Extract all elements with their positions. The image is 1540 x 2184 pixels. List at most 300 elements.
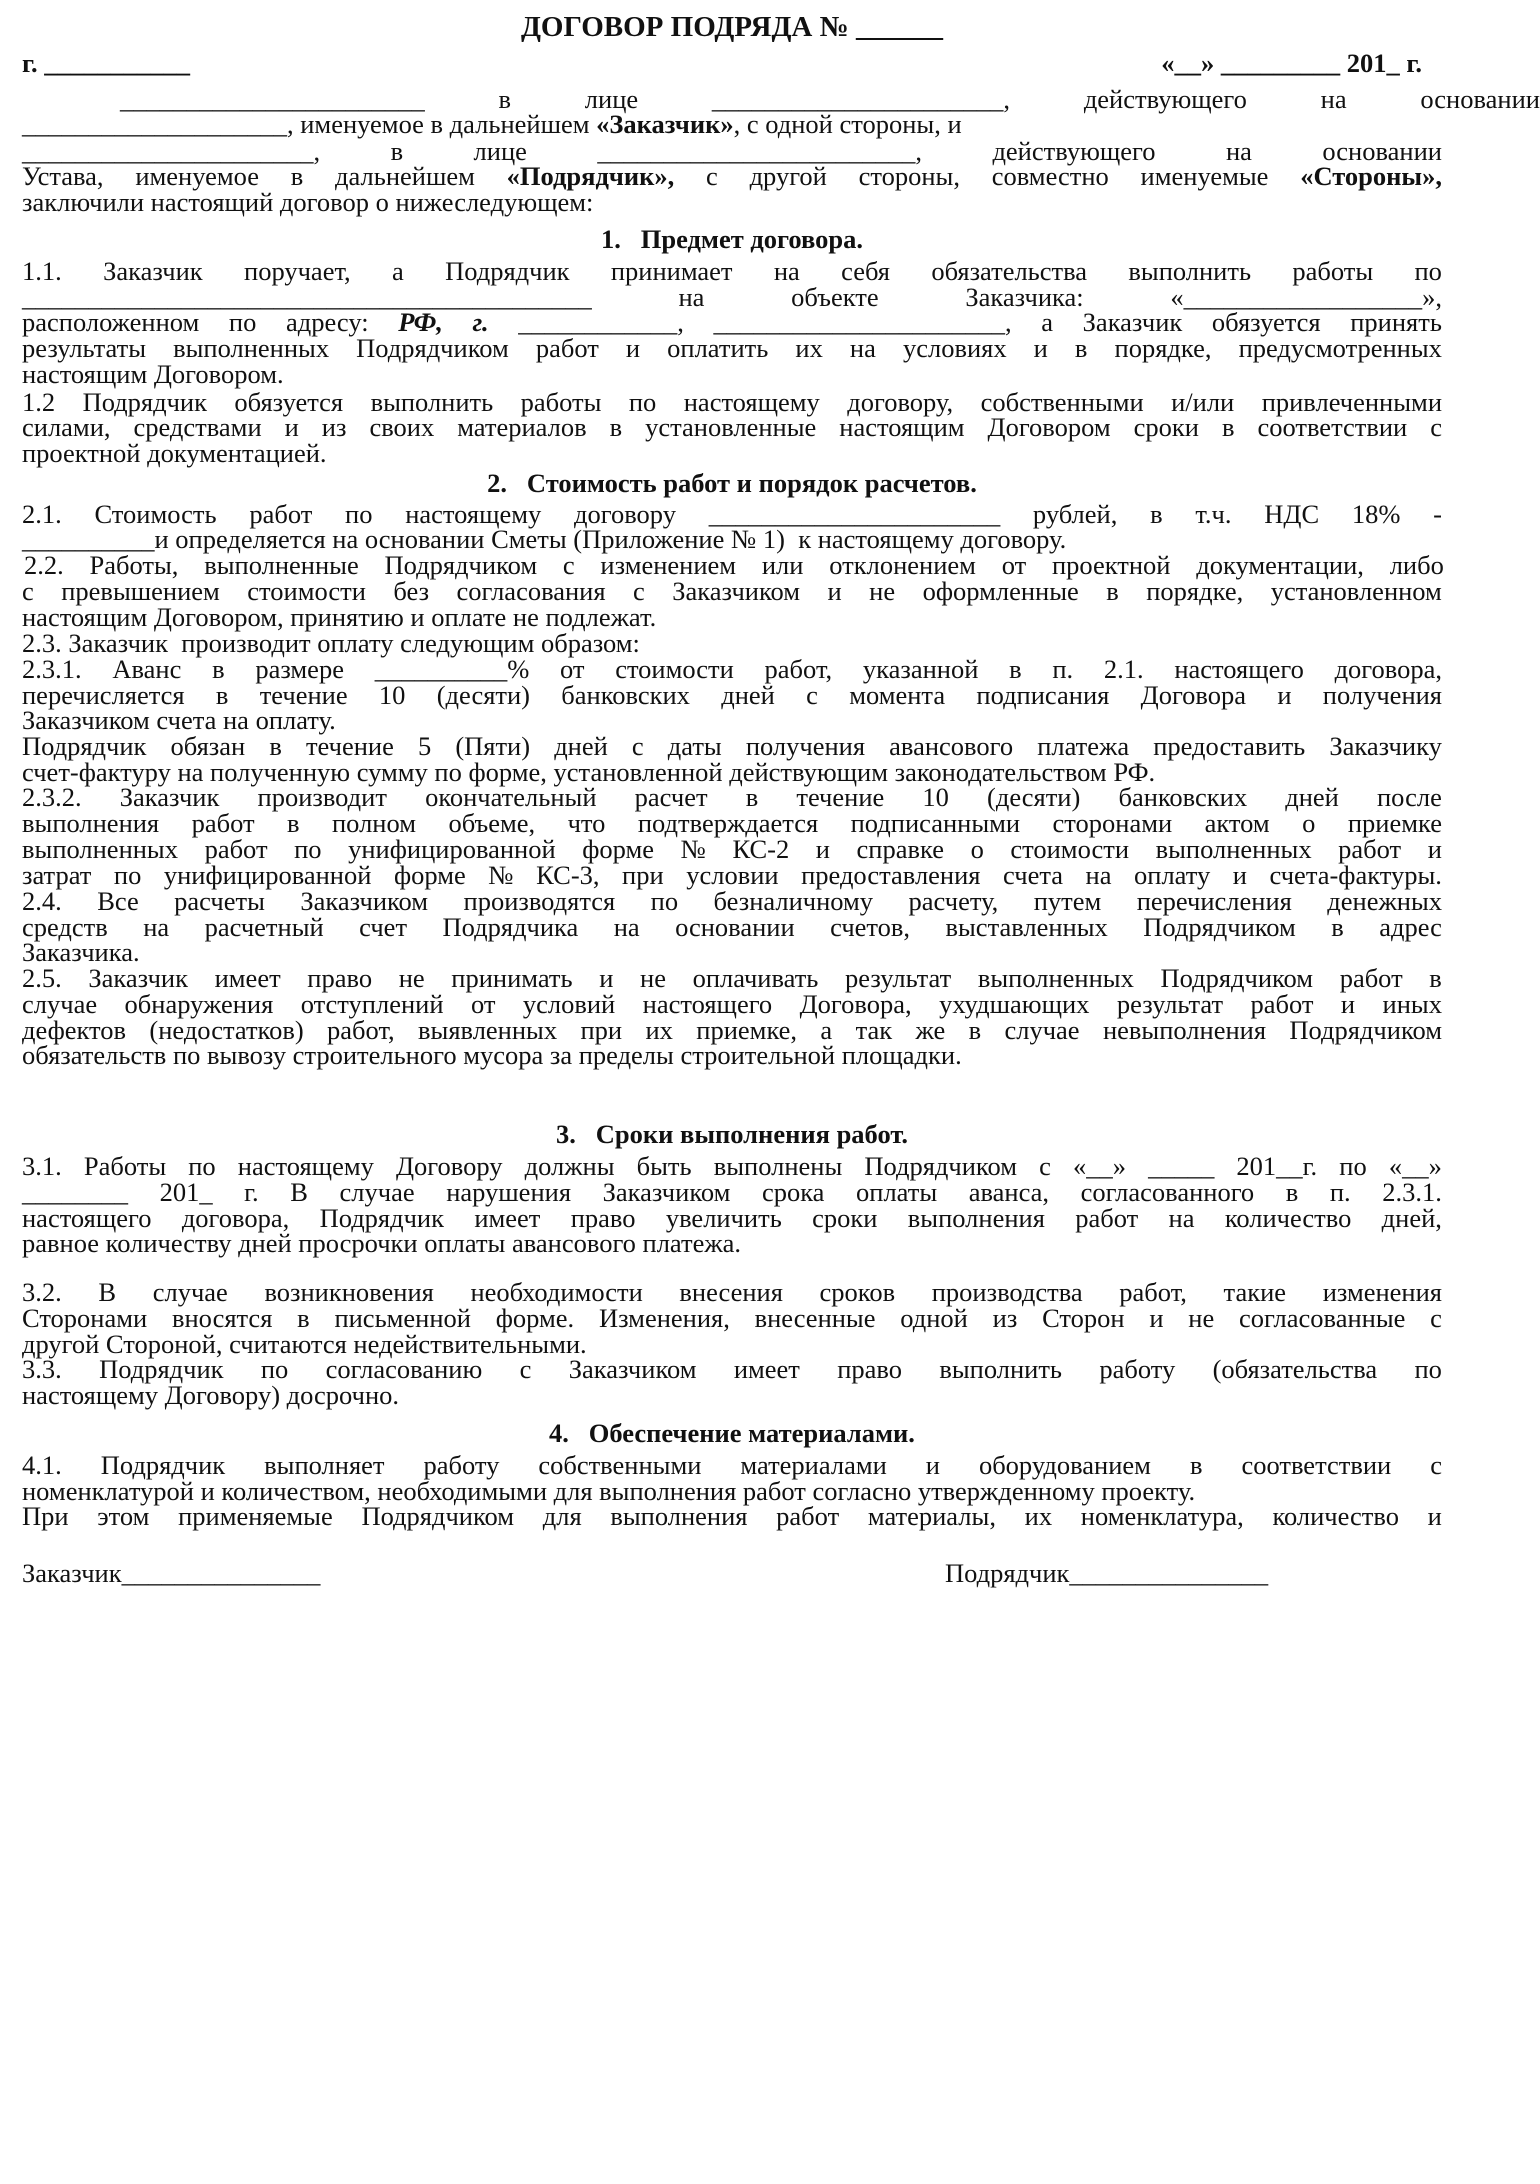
word: выполнения — [907, 1203, 1045, 1233]
word: выполнить — [939, 1354, 1063, 1384]
word: 18% — [1351, 499, 1401, 529]
word: результаты — [22, 333, 146, 363]
word: банковских — [1118, 782, 1248, 812]
word: Подрядчик — [319, 1203, 444, 1233]
word: г. — [472, 307, 489, 337]
word: и — [284, 412, 299, 442]
word: унифицированной — [163, 860, 372, 890]
word: по — [345, 499, 373, 529]
word: расчету, — [908, 886, 999, 916]
word: производит — [257, 782, 387, 812]
word: настоящего — [22, 1203, 152, 1233]
word: КС-3, — [536, 860, 600, 890]
word: Подрядчиком — [1160, 963, 1314, 993]
word: в — [1221, 412, 1235, 442]
word: в — [1429, 963, 1442, 993]
word: 4.1. — [22, 1450, 62, 1480]
word: Подрядчиком — [1289, 1015, 1442, 1045]
word: Подрядчиком — [864, 1151, 1017, 1181]
section-1-line: настоящим Договором. — [22, 359, 284, 389]
word: НДС — [1264, 499, 1320, 529]
section-2-line: обязательств по вывозу строительного мусора за пределы строительной площадки. — [22, 1040, 962, 1070]
word: работы — [1292, 256, 1374, 286]
word: Заказчиком — [672, 576, 801, 606]
word: с — [562, 550, 575, 580]
word: установленном — [1270, 576, 1442, 606]
word: обнаружения — [124, 989, 274, 1019]
word: после — [1377, 782, 1442, 812]
word: Подрядчиком — [384, 550, 538, 580]
word: порядке, — [1114, 333, 1212, 363]
word: же — [915, 1015, 946, 1045]
word: приемке — [1347, 808, 1442, 838]
word: п. — [1052, 654, 1074, 684]
word: платежа — [1037, 731, 1130, 761]
word: стоимости — [1010, 834, 1130, 864]
word: 3.1. — [22, 1151, 62, 1181]
word: работ — [1338, 834, 1402, 864]
word: что — [567, 808, 606, 838]
word: сроки — [1133, 412, 1199, 442]
word: согласованию — [325, 1354, 483, 1384]
word: невыполнения — [1102, 1015, 1267, 1045]
word: на — [773, 256, 800, 286]
word: основании — [1322, 136, 1442, 166]
word: Заказчиком — [568, 1354, 697, 1384]
word: с — [706, 161, 718, 191]
word: так — [855, 1015, 893, 1045]
word: право — [570, 1203, 636, 1233]
word: сроков — [819, 1277, 896, 1307]
word: настоящим — [839, 412, 965, 442]
word: Договором — [987, 412, 1111, 442]
word: стоимости — [247, 576, 366, 606]
word: оборудованием — [978, 1450, 1151, 1480]
word: выполненные — [204, 550, 359, 580]
word: нарушения — [446, 1177, 572, 1207]
word: их — [1024, 1501, 1053, 1531]
word: получения — [1322, 680, 1442, 710]
word: адресу: — [286, 307, 369, 337]
word: в — [269, 731, 282, 761]
word: на — [613, 912, 640, 942]
word: «Подрядчик», — [506, 161, 675, 191]
word: в — [290, 161, 304, 191]
word: сторонами — [1052, 808, 1173, 838]
word: согласованного — [1080, 1177, 1255, 1207]
section-2-line: __________и определяется на основании Сметы (Приложение № 1) к настоящему договору. — [22, 524, 1067, 554]
word: по — [1339, 1151, 1367, 1181]
word: дней — [1285, 782, 1339, 812]
word: по — [650, 886, 679, 916]
word: выполняет — [264, 1450, 385, 1480]
word: обязуется — [234, 387, 344, 417]
section-4-line — [22, 1499, 1442, 1534]
word: в — [1009, 654, 1022, 684]
word: стоимости — [615, 654, 734, 684]
word: лице — [473, 136, 527, 166]
word: по — [1414, 1354, 1442, 1384]
word: В — [290, 1177, 308, 1207]
word: от — [470, 989, 496, 1019]
word: Подрядчиком — [361, 1501, 515, 1531]
word: - — [1433, 499, 1442, 529]
word: полном — [331, 808, 416, 838]
word: оплатить — [667, 333, 769, 363]
word: и — [1277, 680, 1292, 710]
word: Подрядчик — [445, 256, 570, 286]
word: указанной — [862, 654, 979, 684]
word: и — [1033, 333, 1048, 363]
word: из — [321, 412, 347, 442]
word: счетов, — [830, 912, 911, 942]
word: 3.3. — [22, 1354, 62, 1384]
word: по — [260, 1354, 289, 1384]
word: 2.3.1. — [22, 654, 82, 684]
word: установленные — [645, 412, 817, 442]
word: Договора — [1140, 680, 1247, 710]
word: от — [559, 654, 585, 684]
word: Заказчиком — [300, 886, 429, 916]
word: с — [1430, 1450, 1442, 1480]
word: и — [1340, 989, 1356, 1019]
word: работ — [204, 834, 268, 864]
word: ________ — [22, 1177, 128, 1207]
word: проектной — [1051, 550, 1171, 580]
word: 2.5. — [22, 963, 62, 993]
word: на — [1320, 84, 1347, 114]
word: выставленных — [945, 912, 1108, 942]
word: дней — [554, 731, 608, 761]
word: внесения — [679, 1277, 783, 1307]
word: размере — [255, 654, 344, 684]
word: на — [1168, 1203, 1195, 1233]
word: изменения — [1322, 1277, 1442, 1307]
word: работ — [1075, 1203, 1139, 1233]
word: Подрядчиком — [1143, 912, 1296, 942]
word: себя — [841, 256, 890, 286]
word: действующего — [992, 136, 1156, 166]
word: 2.1. — [22, 499, 62, 529]
intro-line: ____________________, именуемое в дальнейшем «Заказчик», с одной стороны, и — [22, 109, 962, 139]
word: в — [212, 654, 225, 684]
word: условий — [522, 989, 616, 1019]
word: 201_ — [159, 1177, 213, 1207]
section-1-title: 1. Предмет договора. — [601, 224, 863, 254]
word: в — [1106, 576, 1119, 606]
word: окончательный — [425, 782, 597, 812]
word: по — [628, 387, 657, 417]
word: номенклатура, — [1080, 1501, 1244, 1531]
word: п. — [1329, 1177, 1351, 1207]
section-2-line: Заказчика. — [22, 937, 140, 967]
word: на — [849, 333, 876, 363]
word: путем — [1033, 886, 1102, 916]
section-4-line: номенклатурой и количеством, необходимыми для выполнения работ согласно утвержденному проекту. — [22, 1476, 1196, 1506]
word: предоставить — [1153, 731, 1306, 761]
word: Стоимость — [94, 499, 217, 529]
word: привлеченными — [1261, 387, 1442, 417]
word: и — [1232, 860, 1247, 890]
word: дней, — [1381, 1203, 1442, 1233]
word: форме — [582, 834, 655, 864]
word: с — [633, 576, 645, 606]
word: РФ, — [398, 307, 443, 337]
word: работу — [1099, 1354, 1176, 1384]
word: Заказчик — [103, 256, 203, 286]
section-2-title: 2. Стоимость работ и порядок расчетов. — [487, 468, 977, 498]
word: для — [542, 1501, 582, 1531]
word: одной — [900, 1303, 968, 1333]
word: перечисления — [1136, 886, 1292, 916]
word: оплачивать — [692, 963, 819, 993]
word: адрес — [1379, 912, 1442, 942]
word: другой — [749, 161, 827, 191]
word: производятся — [463, 886, 616, 916]
word: в — [745, 782, 759, 812]
word: рублей, — [1032, 499, 1118, 529]
word: выполнены — [713, 1151, 843, 1181]
word: и — [827, 576, 842, 606]
word: их — [795, 333, 823, 363]
word: обязательства — [931, 256, 1088, 286]
word: Договору — [395, 1151, 503, 1181]
word: в — [1150, 499, 1163, 529]
word: счета-фактуры. — [1269, 860, 1442, 890]
word: настоящего — [1174, 654, 1304, 684]
word: счета — [1003, 860, 1064, 890]
word: необходимости — [470, 1277, 643, 1307]
word: производства — [931, 1277, 1083, 1307]
word: собственными — [980, 387, 1144, 417]
word: договора, — [181, 1203, 290, 1233]
word: не — [398, 963, 425, 993]
word: выполнить — [370, 387, 494, 417]
word: и — [1427, 1501, 1442, 1531]
word: а — [392, 256, 404, 286]
word: соответствии — [1257, 412, 1408, 442]
word: и — [1149, 1303, 1164, 1333]
word: на — [1225, 136, 1252, 166]
word: увеличить — [665, 1203, 782, 1233]
word: подтверждается — [637, 808, 819, 838]
word: случае — [1004, 1015, 1080, 1045]
word: 2.4. — [22, 886, 62, 916]
section-4-title: 4. Обеспечение материалами. — [549, 1418, 915, 1448]
word: отступлений — [300, 989, 444, 1019]
word: этом — [97, 1501, 150, 1531]
word: по — [228, 307, 257, 337]
word: случае — [339, 1177, 415, 1207]
word: «__» — [1072, 1151, 1126, 1181]
word: выполненных — [1155, 834, 1312, 864]
contractor-signature: Подрядчик_______________ — [945, 1558, 1269, 1588]
word: (Пяти) — [455, 731, 531, 761]
word: порядке, — [1146, 576, 1244, 606]
word: ухудшающих — [939, 989, 1090, 1019]
word: в — [968, 1015, 982, 1045]
word: Изменения, — [598, 1303, 730, 1333]
word: совместно — [991, 161, 1109, 191]
word: согласования — [456, 576, 606, 606]
word: материалами — [740, 1450, 887, 1480]
word: основании — [675, 912, 795, 942]
word: объекте — [791, 282, 879, 312]
word: по — [113, 860, 142, 890]
word: унифицированной — [348, 834, 556, 864]
word: расчет — [634, 782, 708, 812]
word: поручает, — [244, 256, 351, 286]
word: документации, — [1196, 550, 1364, 580]
word: работы — [520, 387, 602, 417]
word: с — [22, 576, 34, 606]
word: договору, — [847, 387, 954, 417]
word: подписания — [976, 680, 1110, 710]
word: 5 — [417, 731, 432, 761]
word: (десяти) — [987, 782, 1081, 812]
word: и — [599, 963, 614, 993]
word: выполнить — [1128, 256, 1252, 286]
word: выявленных — [418, 1015, 558, 1045]
word: 1.1. — [22, 256, 62, 286]
word: течение — [305, 731, 394, 761]
word: ______________________, — [22, 136, 321, 166]
word: иных — [1382, 989, 1442, 1019]
word: количество — [1272, 1501, 1399, 1531]
section-3-title: 3. Сроки выполнения работ. — [555, 1119, 909, 1149]
word: настоящего — [642, 989, 773, 1019]
word: момента — [849, 680, 946, 710]
word: настоящему — [683, 387, 820, 417]
word: (обязательства — [1212, 1354, 1378, 1384]
word: в — [1285, 1177, 1299, 1207]
word: соответствии — [1241, 1450, 1392, 1480]
word: их — [645, 1015, 673, 1045]
word: а — [820, 1015, 833, 1045]
word: оформленные — [922, 576, 1079, 606]
word: денежных — [1327, 886, 1442, 916]
word: Заказчика: — [965, 282, 1084, 312]
word: с — [1430, 1303, 1442, 1333]
word: и — [1427, 834, 1442, 864]
word: Заказчик — [119, 782, 220, 812]
word: дефектов — [22, 1015, 127, 1045]
word: 2.2. — [24, 550, 64, 580]
word: либо — [1389, 550, 1444, 580]
word: даты — [667, 731, 722, 761]
word: средств — [22, 912, 108, 942]
word: 3.2. — [22, 1277, 62, 1307]
word: справке — [856, 834, 944, 864]
word: в — [1331, 912, 1344, 942]
word: приемке, — [696, 1015, 798, 1045]
word: именуемые — [1140, 161, 1269, 191]
word: Подрядчик — [99, 1354, 224, 1384]
word: в — [390, 136, 404, 166]
word: при — [580, 1015, 623, 1045]
word: от — [1001, 550, 1027, 580]
word: работ — [1250, 989, 1314, 1019]
section-3-line: равное количеству дней просрочки оплаты авансового платежа. — [22, 1228, 742, 1258]
word: в — [1074, 333, 1088, 363]
word: ______________________, — [713, 307, 1012, 337]
word: дней — [721, 680, 775, 710]
word: применяемые — [178, 1501, 333, 1531]
word: превышением — [61, 576, 220, 606]
word: получения — [745, 731, 866, 761]
word: в — [287, 808, 300, 838]
word: и — [925, 1450, 940, 1480]
word: банковских — [561, 680, 690, 710]
word: «Стороны», — [1300, 161, 1442, 191]
word: Аванс — [112, 654, 182, 684]
word: и — [625, 333, 641, 363]
word: без — [393, 576, 430, 606]
word: действующего — [1083, 84, 1247, 114]
document-title: ДОГОВОР ПОДРЯДА № ______ — [520, 11, 944, 43]
word: имеет — [214, 963, 281, 993]
word: расположенном — [22, 307, 200, 337]
word: условиях — [902, 333, 1007, 363]
word: 2.1. — [1103, 654, 1144, 684]
word: с — [519, 1354, 532, 1384]
word: счет — [359, 912, 408, 942]
word: т.ч. — [1195, 499, 1232, 529]
word: расчетный — [204, 912, 324, 942]
word: принять — [1350, 307, 1442, 337]
word: работ — [776, 1501, 840, 1531]
word: силами, — [22, 412, 111, 442]
word: Договора, — [799, 989, 912, 1019]
word: быть — [636, 1151, 692, 1181]
word: _____ — [1148, 1151, 1215, 1181]
section-2-line: счет-фактуру на полученную сумму по форме, установленной действующим законодательством РФ. — [22, 757, 1156, 787]
section-2-line: 2.3. Заказчик производит оплату следующим образом: — [22, 628, 640, 658]
word: именуемое — [135, 161, 259, 191]
word: Подрядчиком — [356, 333, 509, 363]
word: с — [631, 731, 644, 761]
word: 10 — [378, 680, 406, 710]
word: аванса, — [968, 1177, 1050, 1207]
word: Устава, — [22, 161, 104, 191]
word: безналичному — [713, 886, 874, 916]
word: договору — [574, 499, 676, 529]
word: КС-2 — [732, 834, 790, 864]
word: (недостатков) — [149, 1015, 304, 1045]
word: срока — [761, 1177, 825, 1207]
word: условии — [686, 860, 779, 890]
word: № — [488, 860, 514, 890]
word: выполнения — [22, 808, 160, 838]
word: стороны, — [858, 161, 960, 191]
word: не — [869, 576, 896, 606]
word: ___________________________________________ — [22, 282, 592, 312]
word: случае — [152, 1277, 228, 1307]
word: «__________________», — [1170, 282, 1442, 312]
word: обязан — [170, 731, 246, 761]
word: сроки — [812, 1203, 878, 1233]
word: Подрядчик — [100, 1450, 226, 1480]
word: по — [294, 834, 322, 864]
word: не — [1188, 1303, 1215, 1333]
customer-signature: Заказчик_______________ — [22, 1558, 321, 1588]
word: результат — [1116, 989, 1224, 1019]
word: перечисляется — [22, 680, 185, 710]
word: предусмотренных — [1238, 333, 1442, 363]
word: затрат — [22, 860, 92, 890]
intro-line: заключили настоящий договор о нижеследующем: — [22, 187, 594, 217]
word: работ, — [1119, 1277, 1187, 1307]
